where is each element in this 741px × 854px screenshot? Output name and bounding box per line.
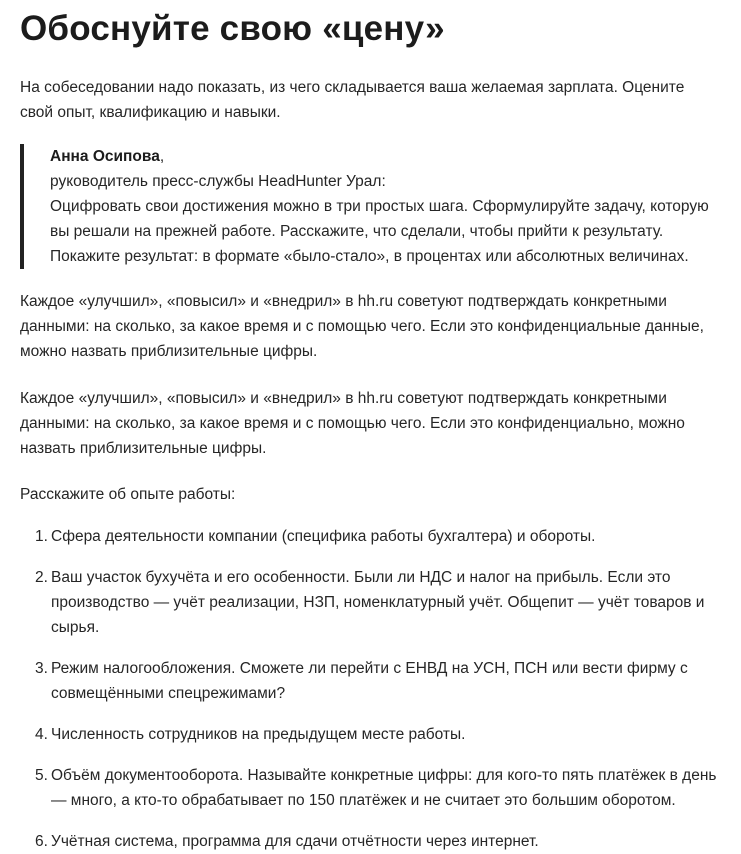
body-paragraph: Каждое «улучшил», «повысил» и «внедрил» в hh.ru советуют подтверждать конкретными данными: на сколько, за какое время и с помощью чего. Если это конфиденциальные данные, можно назвать приблизительные цифры.: [20, 293, 704, 360]
list-item-number: 3.: [35, 660, 48, 677]
quote-author: Анна Осипова: [50, 148, 160, 165]
list-item-text: Учётная система, программа для сдачи отчётности через интернет.: [51, 833, 539, 850]
list-item-text: Численность сотрудников на предыдущем месте работы.: [51, 726, 466, 743]
list-intro: Расскажите об опыте работы:: [20, 486, 236, 503]
expert-quote: [20, 144, 721, 269]
list-item: [20, 656, 721, 706]
body-paragraph: Каждое «улучшил», «повысил» и «внедрил» в hh.ru советуют подтверждать конкретными данными: на сколько, за какое время и с помощью чего. Если это конфиденциально, можно назвать приблизительные цифры.: [20, 390, 685, 457]
list-item: [20, 829, 721, 854]
quote-role: руководитель пресс-службы HeadHunter Урал:: [50, 173, 386, 190]
list-item-number: 1.: [35, 528, 48, 545]
list-item-text: Объём документооборота. Называйте конкретные цифры: для кого-то пять платёжек в день — много, а кто-то обрабатывает по 150 платёжек и не считает это большим оборотом.: [51, 767, 717, 809]
list-item: [20, 565, 721, 640]
list-item: [20, 524, 721, 549]
quote-author-line: [50, 144, 721, 169]
article-heading: Обоснуйте свою «цену»: [20, 9, 445, 48]
list-item: [20, 763, 721, 813]
list-item-text: Сфера деятельности компании (специфика работы бухгалтера) и обороты.: [51, 528, 596, 545]
list-item-text: Режим налогообложения. Сможете ли перейти с ЕНВД на УСН, ПСН или вести фирму с совмещёнными спецрежимами?: [51, 660, 688, 702]
list-item-number: 2.: [35, 569, 48, 586]
list-item: [20, 722, 721, 747]
intro-paragraph: На собеседовании надо показать, из чего складывается ваша желаемая зарплата. Оцените свой опыт, квалификацию и навыки.: [20, 79, 685, 121]
list-item-number: 4.: [35, 726, 48, 743]
list-item-text: Ваш участок бухучёта и его особенности. Были ли НДС и налог на прибыль. Если это производство — учёт реализации, НЗП, номенклатурный учёт. Общепит — учёт товаров и сырья.: [51, 569, 705, 636]
quote-author-suffix: ,: [159, 148, 165, 165]
quote-text: Оцифровать свои достижения можно в три простых шага. Сформулируйте задачу, которую вы решали на прежней работе. Расскажите, что сделали, чтобы прийти к результату. Покажите результат: в формате «было-стало», в процентах или абсолютных величинах.: [50, 198, 709, 265]
list-item-number: 5.: [35, 767, 48, 784]
list-item-number: 6.: [35, 833, 48, 850]
experience-list: [20, 524, 721, 854]
